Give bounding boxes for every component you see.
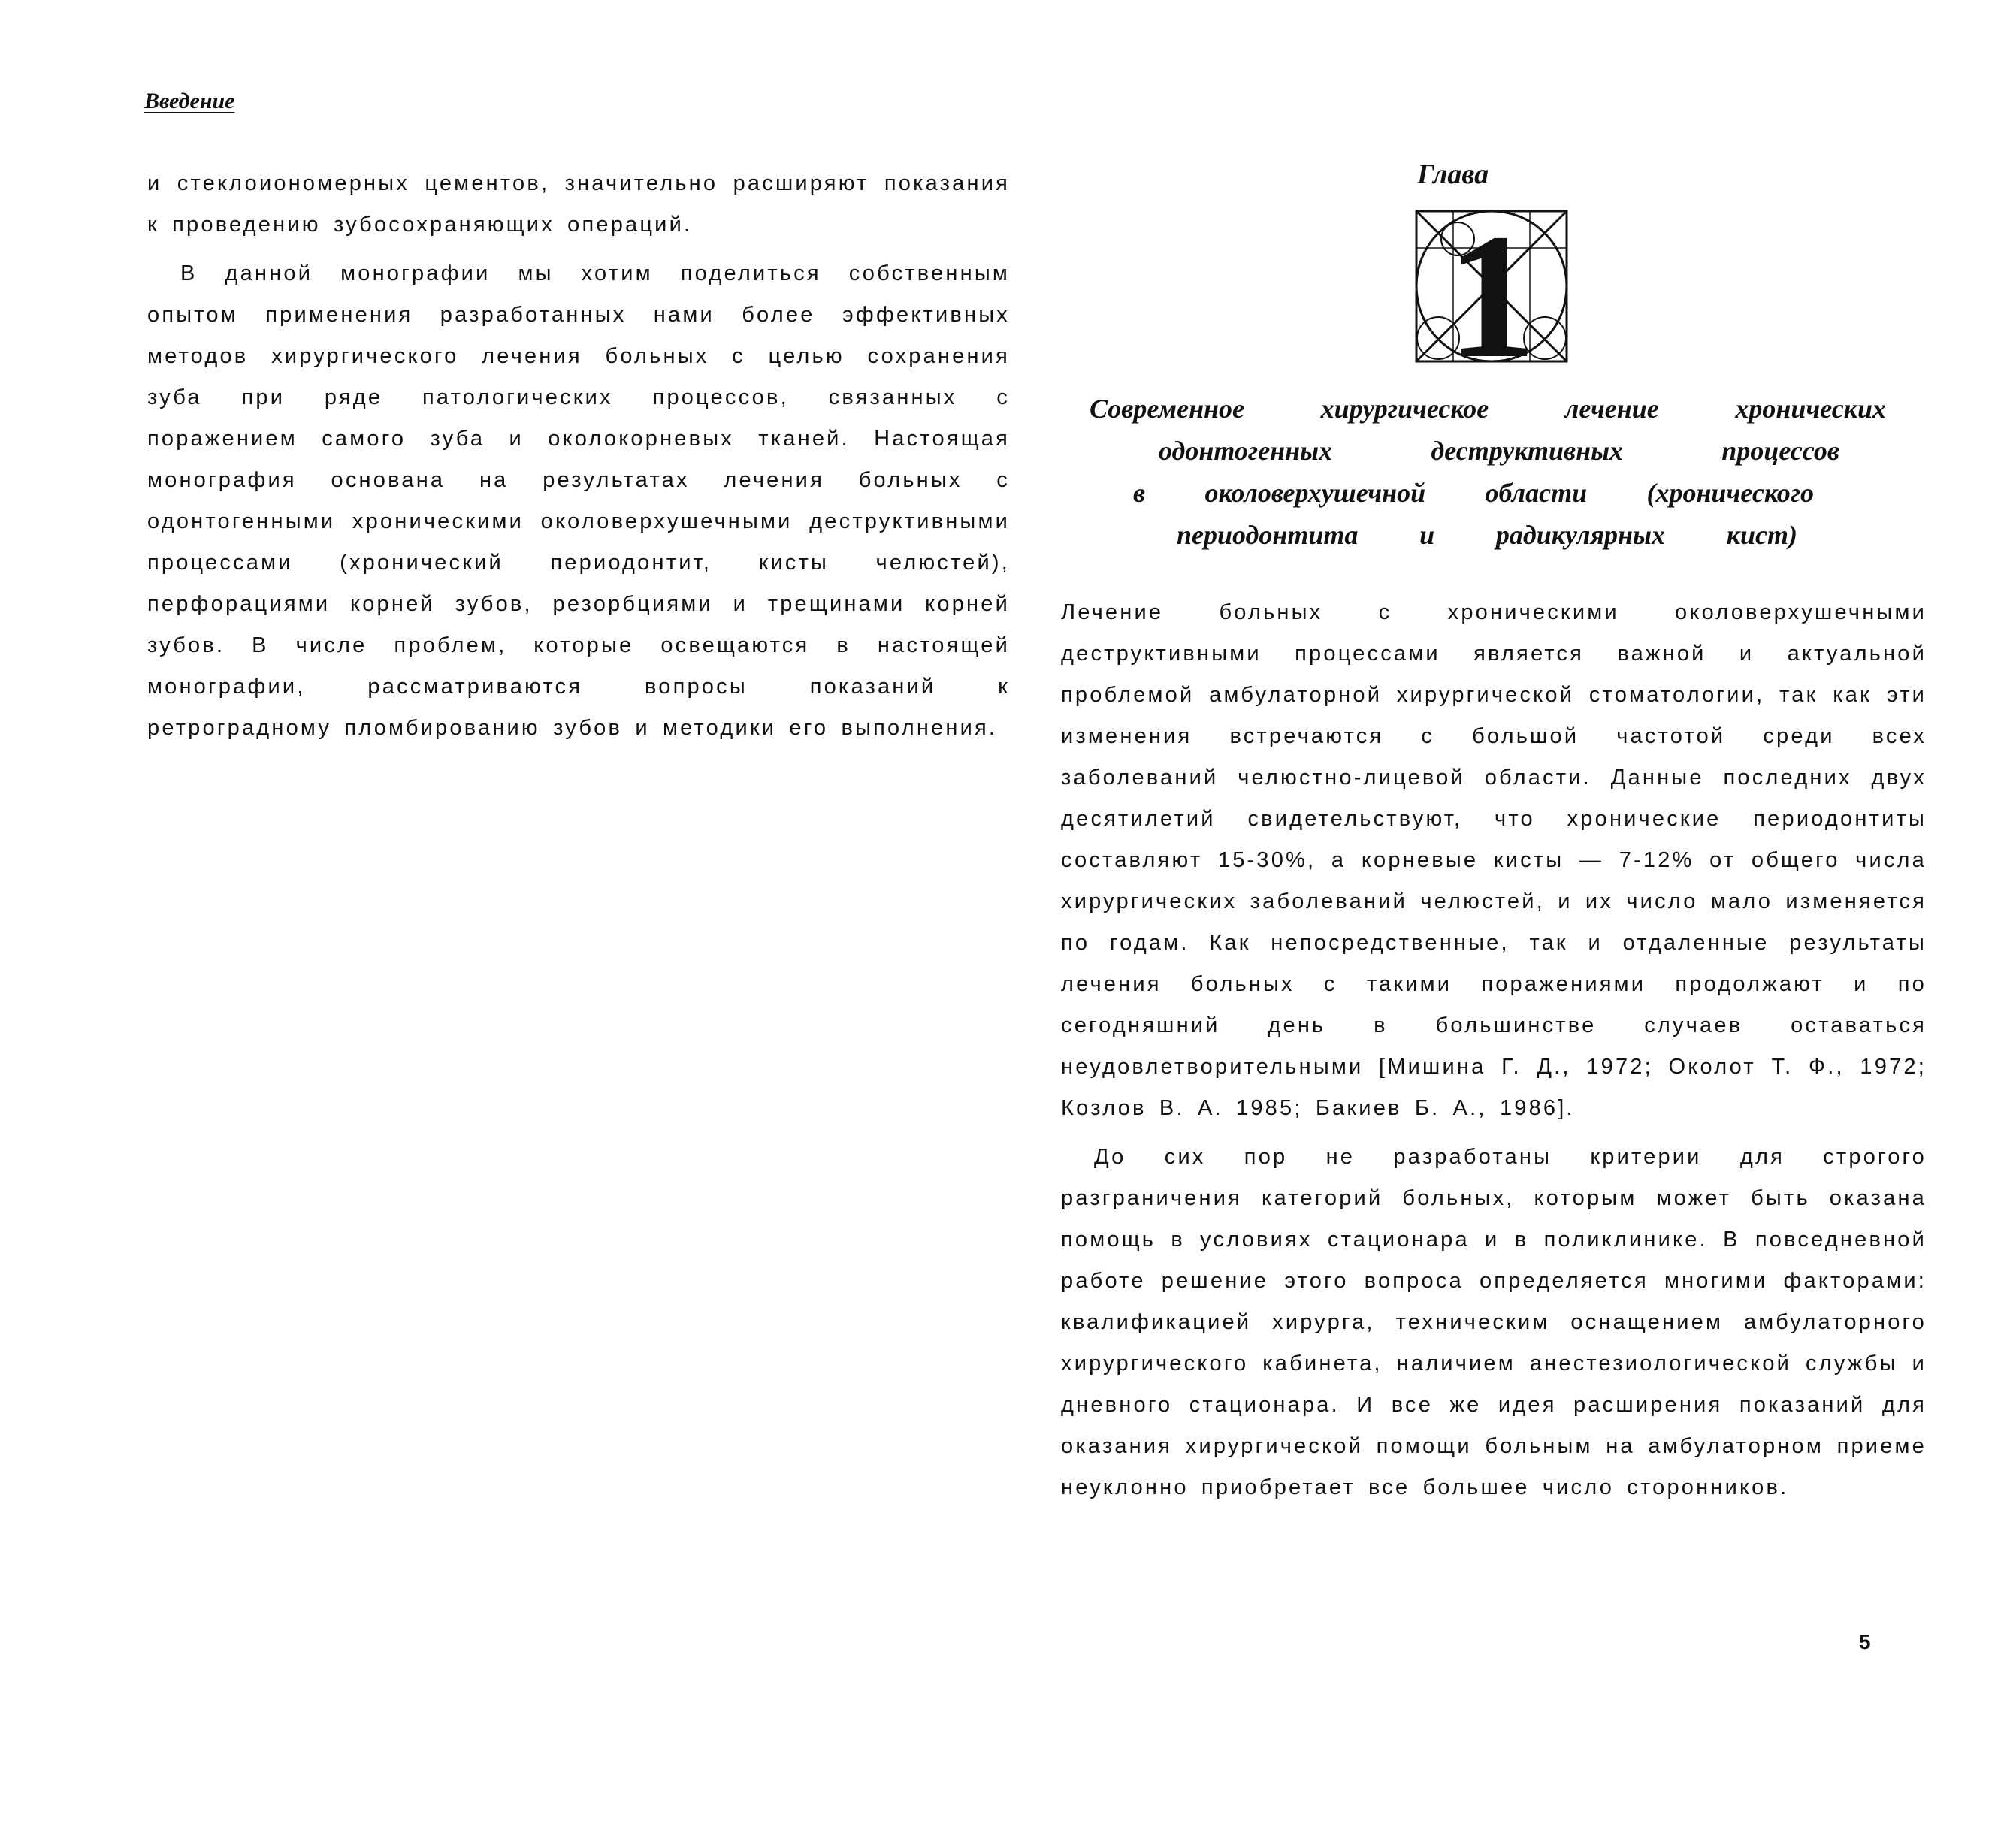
page-number: 5 (1859, 1630, 1871, 1653)
right-paragraph-2: До сих пор не разработаны критерии для строгого разграничения категорий больных, которым может быть оказана помощь в условиях стационара и в поликлинике. В повседневной работе решение этого вопроса определяется многими факторами: квалификацией хирурга, техническим оснащением амбулаторного хирургического кабинета, наличием анестезиологической службы и дневного стационара. И все же идея расширения показаний для оказания хирургической помощи больным на амбулаторном приеме неуклонно приобретает все большее число сторонников. (1061, 1145, 1927, 1499)
chapter-label: Глава (1417, 159, 1489, 190)
chapter-title-word: кист) (1726, 520, 1797, 550)
left-paragraph-2: В данной монографии мы хотим поделиться собственным опытом применения разработанных нами более эффективных методов хирургического лечения больных с целью сохранения зуба при ряде патологических процессов, связанных с поражением самого зуба и околокорневых тканей. Настоящая монография основана на результатах лечения больных с одонтогенными хроническими околоверхушечными деструктивными процессами (хронический периодонтит, кисты челюстей), перфорациями корней зубов, резорбциями и трещинами корней зубов. В числе проблем, которые освещаются в настоящей монографии, рассматриваются вопросы показаний к ретроградному пломбированию зубов и методики его выполнения. (147, 261, 1010, 740)
chapter-title-word: околоверхушечной (1204, 478, 1426, 508)
chapter-title-word: и (1419, 520, 1435, 550)
chapter-title-word: деструктивных (1431, 436, 1624, 466)
chapter-title-word: Современное (1090, 394, 1245, 424)
chapter-title-line (1090, 472, 1886, 514)
chapter-title-word: периодонтита (1177, 520, 1359, 550)
running-head: Введение (144, 89, 235, 113)
chapter-title-word: процессов (1721, 436, 1839, 466)
chapter-title-word: хирургическое (1320, 394, 1489, 424)
chapter-title-line (1090, 430, 1886, 472)
chapter-title-word: (хронического (1646, 478, 1814, 508)
right-column (1061, 592, 1927, 1508)
left-column (147, 163, 1010, 749)
chapter-title (1090, 388, 1886, 556)
chapter-title-line (1090, 388, 1886, 430)
chapter-number: 1 (1446, 209, 1537, 364)
chapter-title-word: в (1133, 478, 1146, 508)
left-paragraph-1: и стеклоиономерных цементов, значительно расширяют показания к проведению зубосохраняющих операций. (147, 171, 1010, 237)
chapter-title-word: лечение (1564, 394, 1659, 424)
chapter-title-word: хронических (1735, 394, 1886, 424)
chapter-title-line (1090, 514, 1886, 556)
chapter-title-word: области (1485, 478, 1588, 508)
right-paragraph-1: Лечение больных с хроническими околоверхушечными деструктивными процессами является важной и актуальной проблемой амбулаторной хирургической стоматологии, так как эти изменения встречаются с большой частотой среди всех заболеваний челюстно-лицевой области. Данные последних двух десятилетий свидетельствуют, что хронические периодонтиты составляют 15-30%, а корневые кисты — 7-12% от общего числа хирургических заболеваний челюстей, и их число мало изменяется по годам. Как непосредственные, так и отдаленные результаты лечения больных с такими поражениями продолжают и по сегодняшний день в большинстве случаев оставаться неудовлетворительными [Мишина Г. Д., 1972; Околот Т. Ф., 1972; Козлов В. А. 1985; Бакиев Б. А., 1986]. (1061, 600, 1927, 1120)
chapter-title-word: радикулярных (1495, 520, 1666, 550)
chapter-number-emblem (1414, 209, 1569, 364)
chapter-title-word: одонтогенных (1159, 436, 1333, 466)
